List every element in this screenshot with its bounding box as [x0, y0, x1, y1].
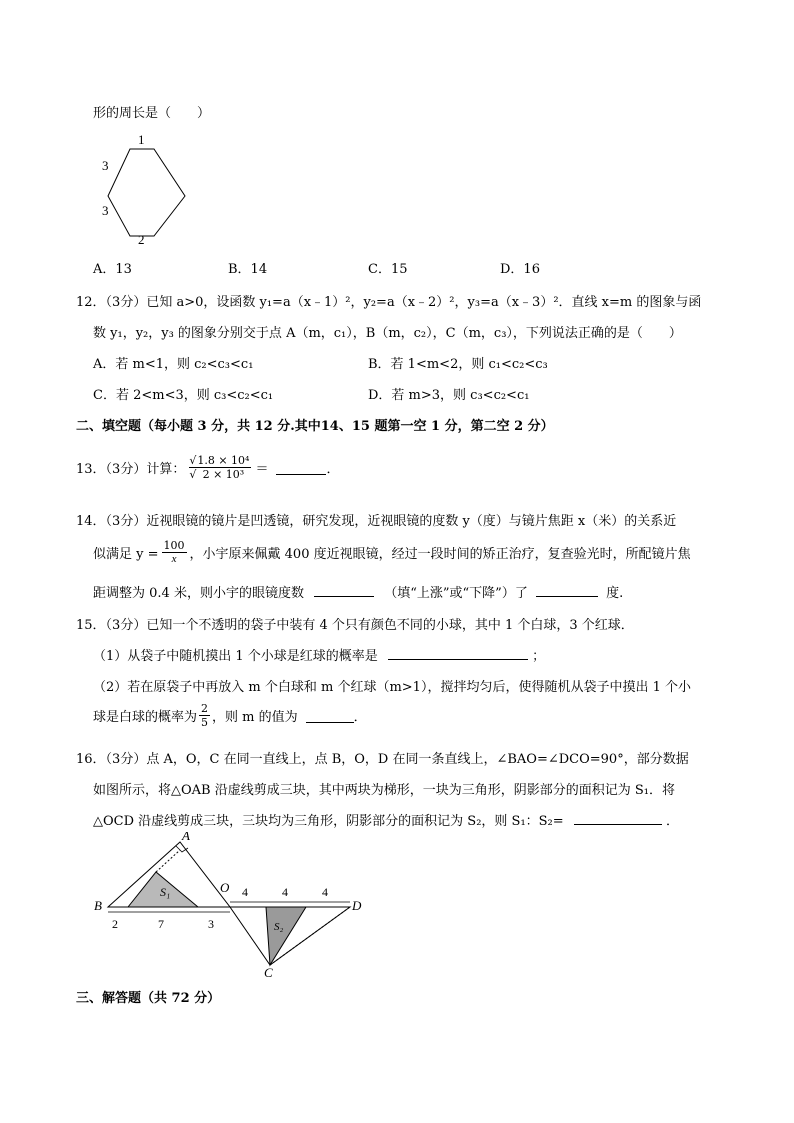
q14-fraction — [162, 539, 187, 566]
seg-label-2: 2 — [112, 917, 118, 931]
q12-option-a: A．若 m<1，则 c₂<c₃<c₁ — [93, 357, 254, 372]
q14-frac-num: 100 — [163, 538, 185, 552]
q15-sub2: （2）若在原袋子中再放入 m 个白球和 m 个红球（m>1），搅拌均匀后，使得随机从袋子中摸出 1 个小 — [93, 680, 691, 695]
label-S1: S₁ — [160, 885, 171, 899]
q12-option-b: B．若 1<m<2，则 c₁<c₂<c₃ — [368, 357, 548, 372]
q13-numerator: √ 1.8 × 10⁴ — [189, 453, 250, 467]
q14-line2 — [93, 537, 691, 567]
q13-prefix: 13．（3分）计算： — [76, 461, 186, 477]
q15-frac-den: 5 — [201, 715, 209, 729]
q13-line: 13．（3分）计算： √ 1.8 × 10⁴ √ 2 × 10³ ＝ ． — [76, 453, 340, 481]
q15-sub3: 球是白球的概率为 $\frac{2}{5}$ ，则 m 的值为 ． — [93, 701, 367, 729]
q14-line2-prefix: 似满足 y = — [93, 546, 159, 562]
section2-heading: 二、填空题（每小题 3 分，共 12 分.其中14、15 题第一空 1 分，第二空 2 分） — [76, 419, 554, 434]
hexagon-shape — [108, 149, 185, 236]
label-O: O — [220, 880, 230, 895]
q16-answer-blank[interactable] — [574, 810, 662, 825]
label-A: A — [182, 832, 190, 843]
sqrt-sign-icon: √ — [189, 453, 197, 467]
label-S2: S₂ — [274, 921, 284, 933]
q14-line2-suffix: ，小宇原来佩戴 400 度近视眼镜，经过一段时间的矫正治疗，复查验光时，所配镜片焦 — [189, 546, 691, 562]
section3-heading: 三、解答题（共 72 分） — [76, 991, 221, 1006]
label-B: B — [94, 898, 102, 913]
seg-label-3: 3 — [208, 917, 214, 931]
q15-answer-blank-1[interactable] — [388, 645, 528, 660]
q14-frac-den: x — [171, 552, 177, 565]
q13-denominator: √ 2 × 10³ — [189, 467, 245, 481]
hexagon-label-lower-left: 3 — [102, 203, 109, 218]
hexagon-label-upper-left: 3 — [102, 158, 109, 173]
q16-figure — [88, 832, 368, 977]
q11-stem-tail: 形的周长是（ ） — [93, 106, 211, 121]
q15-answer-blank-2[interactable] — [306, 708, 354, 723]
label-D: D — [352, 898, 362, 913]
q14-answer-blank-2[interactable] — [536, 582, 598, 597]
q14-answer-blank-1[interactable] — [314, 582, 374, 597]
q11-option-a: A．13 — [93, 262, 132, 277]
q14-line1: 14．（3分）近视眼镜的镜片是凹透镜，研究发现，近视眼镜的度数 y（度）与镜片焦距 x（米）的关系近 — [76, 514, 677, 529]
q12-option-c: C．若 2<m<3，则 c₃<c₂<c₁ — [93, 388, 274, 403]
seg-label-7: 7 — [158, 917, 164, 931]
q16-line3: △OCD 沿虚线剪成三块，三块均为三角形，阴影部分的面积记为 S₂，则 S₁：S₂= ． — [93, 810, 679, 829]
seg-label-4c: 4 — [322, 885, 328, 899]
shaded-s2 — [266, 907, 306, 965]
q15-frac-num: 2 — [201, 701, 209, 715]
sqrt-sign-icon: √ — [189, 467, 197, 481]
q11-option-c: C．15 — [368, 262, 408, 277]
q14-line3: 距调整为 0.4 米，则小宇的眼镜度数 （填“上涨”或“下降”）了 度. — [93, 582, 623, 601]
q13-answer-blank[interactable] — [276, 460, 326, 475]
seg-label-4b: 4 — [282, 885, 288, 899]
q15-fraction — [199, 702, 210, 729]
hexagon-label-top: 1 — [138, 132, 145, 147]
q16-line1: 16．（3分）点 A，O，C 在同一直线上，点 B，O，D 在同一条直线上，∠BAO=∠DCO=90°，部分数据 — [76, 752, 689, 767]
q13-fraction — [189, 454, 251, 481]
right-angle-mark — [176, 846, 188, 852]
q12-line2: 数 y₁，y₂，y₃ 的图象分别交于点 A（m，c₁），B（m，c₂），C（m，c₃），下列说法正确的是（ ） — [93, 326, 682, 341]
seg-label-4a: 4 — [242, 885, 248, 899]
q15-sub1: （1）从袋子中随机摸出 1 个小球是红球的概率是 ； — [93, 645, 545, 664]
q16-line2: 如图所示，将△OAB 沿虚线剪成三块，其中两块为梯形，一块为三角形，阴影部分的面积记为 S₁．将 — [93, 783, 675, 798]
q13-suffix: ＝ — [255, 461, 269, 477]
q12-option-d: D．若 m>3，则 c₃<c₂<c₁ — [368, 388, 530, 403]
q12-line1: 12．（3分）已知 a>0，设函数 y₁=a（x﹣1）²，y₂=a（x﹣2）²，y₃=a（x﹣3）²．直线 x=m 的图象与函 — [76, 295, 702, 310]
q11-option-b: B．14 — [228, 262, 268, 277]
q11-option-d: D．16 — [500, 262, 540, 277]
label-C: C — [264, 965, 273, 977]
q15-line1: 15．（3分）已知一个不透明的袋子中装有 4 个只有颜色不同的小球，其中 1 个白球，3 个红球． — [76, 618, 634, 633]
hexagon-label-bottom: 2 — [138, 232, 145, 247]
hexagon-figure — [96, 128, 196, 248]
